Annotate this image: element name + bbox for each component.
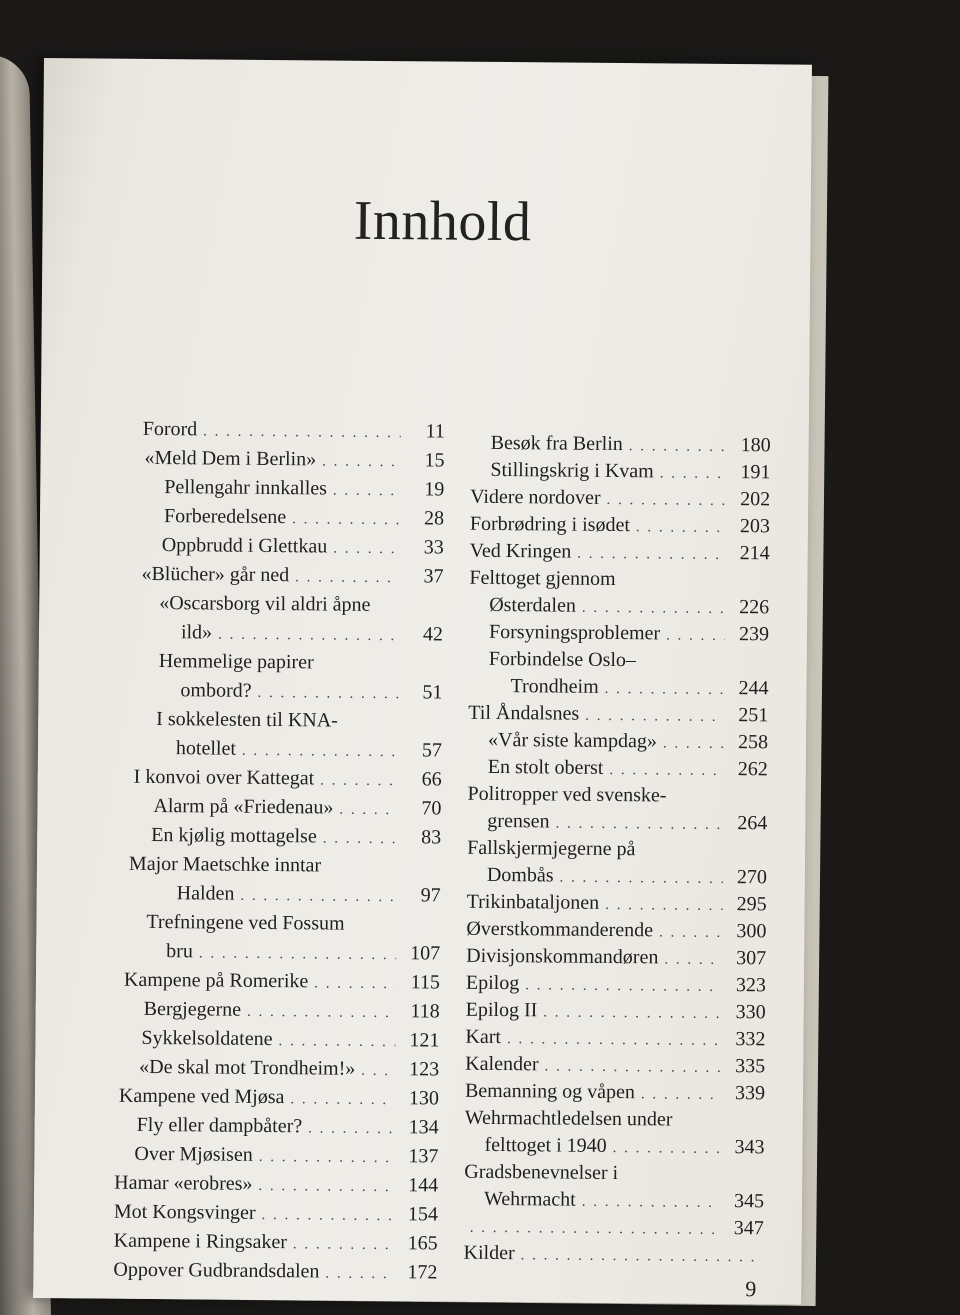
toc-entry bbox=[116, 966, 440, 998]
toc-entry-title: Kampene på Romerike bbox=[123, 968, 309, 993]
toc-entry-title: Hamar «erobres» bbox=[114, 1171, 253, 1195]
toc-entry-page: 121 bbox=[409, 1029, 440, 1052]
toc-entry-title: Besøk fra Berlin bbox=[490, 431, 623, 456]
toc-entry-page: 42 bbox=[422, 623, 444, 646]
toc-entry-title: Kart bbox=[465, 1025, 502, 1049]
dot-leader bbox=[278, 1027, 395, 1057]
toc-entry-title: En kjølig mottagelse bbox=[151, 823, 317, 848]
toc-entry-title: Fly eller dampbåter? bbox=[136, 1113, 303, 1138]
toc-entry-page: 165 bbox=[407, 1232, 438, 1255]
toc-entry-title: Pellengahr innkalles bbox=[164, 476, 328, 500]
toc-entry-page: 15 bbox=[424, 449, 445, 472]
page-title: Innhold bbox=[353, 189, 532, 254]
toc-entry-page: 264 bbox=[737, 812, 768, 835]
toc-entry-page: 28 bbox=[423, 507, 445, 530]
toc-entry-page: 203 bbox=[739, 515, 771, 538]
page-number: 9 bbox=[745, 1276, 757, 1302]
dot-leader bbox=[582, 1189, 721, 1217]
dot-leader bbox=[259, 1143, 395, 1173]
dot-leader bbox=[199, 939, 397, 970]
toc-entry bbox=[467, 646, 769, 676]
dot-leader bbox=[559, 865, 723, 893]
toc-entry bbox=[463, 1024, 765, 1054]
toc-entry bbox=[467, 619, 769, 649]
toc-entry-page: 123 bbox=[409, 1058, 440, 1081]
toc-entry-page: 118 bbox=[410, 1000, 440, 1023]
toc-entry-page: 345 bbox=[733, 1190, 765, 1213]
toc-entry-page: 330 bbox=[735, 1001, 766, 1024]
toc-entry bbox=[120, 531, 444, 563]
toc-entry-page: 97 bbox=[420, 884, 441, 907]
toc-entry-title: Trefningene ved Fossum bbox=[146, 910, 345, 935]
toc-entry-page: 154 bbox=[407, 1203, 439, 1226]
toc-entry-page: 295 bbox=[736, 893, 767, 916]
toc-entry-page: 332 bbox=[735, 1028, 766, 1051]
toc-entry-title: Trikinbataljonen bbox=[466, 890, 600, 914]
toc-entry-title: Forord bbox=[142, 417, 198, 441]
toc-entry-page: 343 bbox=[734, 1136, 765, 1159]
toc-entry-page: 251 bbox=[738, 704, 769, 727]
toc-entry-title: Divisjonskommandøren bbox=[466, 944, 659, 969]
toc-entry bbox=[117, 792, 441, 824]
toc-entry-title: Oppbrudd i Glettkau bbox=[161, 534, 328, 558]
dot-leader bbox=[320, 766, 398, 796]
toc-entry bbox=[467, 592, 769, 622]
toc-entry-title: Forsyningsproblemer bbox=[488, 620, 661, 645]
toc-entry bbox=[118, 763, 442, 795]
toc-entry-page: 335 bbox=[735, 1055, 766, 1078]
toc-entry-page: 347 bbox=[733, 1217, 764, 1240]
dot-leader bbox=[290, 1085, 395, 1115]
dot-leader bbox=[247, 998, 396, 1028]
toc-entry bbox=[115, 1024, 439, 1056]
toc-entry-title: Øverstkommanderende bbox=[466, 917, 654, 942]
toc-entry bbox=[114, 1140, 438, 1172]
dot-leader bbox=[664, 946, 722, 974]
toc-entry bbox=[120, 502, 444, 534]
toc-entry-title: «Oscarsborg vil aldri åpne bbox=[159, 592, 371, 616]
toc-entry-title: Sykkelsoldatene bbox=[141, 1026, 273, 1051]
dot-leader bbox=[663, 730, 724, 758]
toc-entry-title: Mot Kongsvinger bbox=[113, 1200, 256, 1224]
dot-leader bbox=[295, 563, 400, 593]
toc-entry bbox=[463, 1105, 765, 1135]
toc-entry bbox=[466, 700, 768, 730]
toc-entry bbox=[120, 444, 444, 476]
toc-entry bbox=[117, 879, 441, 911]
toc-entry-page: 57 bbox=[421, 739, 443, 762]
dot-leader bbox=[333, 477, 401, 507]
toc-entry bbox=[462, 1132, 764, 1162]
toc-entry bbox=[119, 618, 443, 650]
toc-entry-page: 307 bbox=[736, 947, 767, 970]
dot-leader bbox=[543, 999, 722, 1028]
dot-leader bbox=[666, 622, 725, 650]
toc-entry bbox=[118, 734, 442, 766]
toc-entry-page: 134 bbox=[408, 1116, 439, 1139]
toc-entry bbox=[463, 1051, 765, 1081]
toc-entry-title: Major Maetschke inntar bbox=[128, 852, 322, 877]
toc-entry-title: hotellet bbox=[175, 737, 237, 760]
dot-leader bbox=[577, 541, 726, 569]
toc-entry-title: Alarm på «Friedenau» bbox=[153, 794, 334, 819]
dot-leader bbox=[258, 1172, 394, 1202]
dot-leader bbox=[555, 810, 723, 838]
dot-leader bbox=[629, 433, 727, 461]
dot-leader bbox=[641, 1081, 721, 1109]
toc-entry bbox=[464, 943, 766, 973]
toc-entry-title: Fallskjermjegerne på bbox=[467, 836, 636, 861]
toc-entry-title: «Blücher» går ned bbox=[141, 562, 290, 587]
toc-entry-title: ild» bbox=[180, 621, 213, 644]
toc-entry-title: I sokkelesten til KNA- bbox=[156, 708, 338, 732]
toc-entry-title: Til Åndalsnes bbox=[468, 701, 580, 725]
dot-leader bbox=[609, 757, 724, 785]
toc-entry-page: 202 bbox=[740, 488, 771, 511]
toc-entry bbox=[468, 538, 770, 568]
toc-entry-title: ombord? bbox=[180, 679, 252, 702]
dot-leader bbox=[325, 1260, 393, 1290]
toc-entry-title: Bemanning og våpen bbox=[464, 1079, 636, 1104]
toc-entry bbox=[114, 1227, 438, 1259]
toc-entry-page: 115 bbox=[410, 971, 441, 994]
toc-entry-title: Hemmelige papirer bbox=[158, 650, 314, 674]
toc-entry bbox=[466, 727, 768, 757]
toc-entry-title: Videre nordover bbox=[470, 485, 601, 509]
dot-leader bbox=[660, 460, 727, 488]
dot-leader bbox=[659, 919, 723, 947]
toc-entry-page: 66 bbox=[421, 768, 442, 791]
dot-leader bbox=[203, 417, 401, 448]
toc-entry-title: Bergjegerne bbox=[143, 997, 242, 1021]
toc-entry bbox=[116, 908, 440, 940]
toc-entry-title: «Meld Dem i Berlin» bbox=[144, 446, 317, 471]
toc-entry-title: Wehrmachtledelsen under bbox=[464, 1106, 673, 1131]
toc-entry-page: 262 bbox=[737, 758, 768, 781]
toc-entry-page: 191 bbox=[740, 461, 771, 484]
toc-entry-page: 226 bbox=[739, 596, 770, 619]
dot-leader bbox=[507, 1026, 722, 1055]
dot-leader bbox=[323, 824, 398, 854]
toc-entry bbox=[462, 1213, 764, 1243]
toc-entry-title: Epilog bbox=[465, 971, 520, 995]
dot-leader bbox=[636, 514, 726, 542]
toc-entry-title: Wehrmacht bbox=[483, 1187, 576, 1211]
toc-entry bbox=[464, 916, 766, 946]
dot-leader bbox=[314, 969, 396, 999]
dot-leader bbox=[242, 737, 398, 767]
toc-entry-title: Forberedelsene bbox=[163, 505, 287, 529]
toc-entry-page: 244 bbox=[738, 677, 769, 700]
dot-leader bbox=[605, 892, 723, 920]
dot-leader bbox=[613, 1135, 721, 1163]
toc-entry bbox=[118, 676, 442, 708]
toc-entry-title: Oppover Gudbrandsdalen bbox=[113, 1258, 320, 1283]
toc-entry bbox=[114, 1169, 438, 1201]
dot-leader bbox=[322, 447, 401, 477]
toc-entry bbox=[113, 1256, 437, 1288]
toc-entry-title: Dombås bbox=[486, 863, 554, 887]
dot-leader bbox=[582, 595, 726, 623]
dot-leader bbox=[585, 703, 724, 731]
toc-entry bbox=[468, 511, 770, 541]
dot-leader bbox=[292, 505, 400, 535]
toc-entry bbox=[462, 1186, 764, 1216]
toc-entry-page: 51 bbox=[422, 681, 443, 704]
toc-entry-page: 33 bbox=[423, 536, 444, 559]
toc-entry-page: 270 bbox=[736, 866, 767, 889]
toc-entry-title: Politropper ved svenske- bbox=[467, 782, 667, 807]
toc-entry-page: 239 bbox=[738, 623, 770, 646]
toc-entry bbox=[465, 835, 767, 865]
dot-leader bbox=[521, 1242, 758, 1271]
toc-entry-page: 107 bbox=[410, 942, 441, 965]
toc-entry-title: Trondheim bbox=[510, 675, 599, 698]
toc-entry-title: Forbrødring i isødet bbox=[469, 512, 631, 537]
toc-entry bbox=[116, 937, 440, 969]
toc-entry bbox=[468, 484, 770, 514]
dot-leader bbox=[361, 1057, 395, 1086]
toc-entry-title: Kampene i Ringsaker bbox=[113, 1229, 288, 1254]
toc-entry bbox=[461, 1240, 763, 1270]
toc-entry bbox=[468, 457, 770, 487]
dot-leader bbox=[333, 535, 400, 565]
toc-entry bbox=[119, 647, 443, 679]
dot-leader bbox=[240, 882, 396, 912]
toc-entry-page: 37 bbox=[423, 565, 444, 588]
toc-entry-title: Kalender bbox=[465, 1052, 539, 1076]
toc-entry-page: 180 bbox=[740, 434, 771, 457]
dot-leader bbox=[293, 1230, 394, 1260]
dot-leader bbox=[257, 679, 398, 709]
dot-leader bbox=[308, 1114, 395, 1144]
toc-entry-title: Ved Kringen bbox=[469, 539, 572, 563]
toc-entry bbox=[121, 415, 445, 447]
toc-entry-title: «Vår siste kampdag» bbox=[487, 728, 658, 753]
toc-entry-page: 323 bbox=[735, 974, 767, 997]
toc-entry-page: 11 bbox=[425, 420, 445, 443]
toc-entry bbox=[116, 995, 440, 1027]
toc-entry-title: Kampene ved Mjøsa bbox=[118, 1084, 285, 1109]
dot-leader bbox=[525, 972, 722, 1001]
toc-entry-title: bru bbox=[166, 940, 193, 963]
toc-entry-title: Stillingskrig i Kvam bbox=[490, 458, 654, 483]
toc-entry-title: Gradsbenevnelser i bbox=[464, 1160, 619, 1185]
toc-left-column bbox=[113, 415, 445, 1288]
book-page bbox=[33, 58, 812, 1305]
toc-entry-title: grensen bbox=[487, 809, 550, 833]
toc-entry-page: 144 bbox=[408, 1174, 439, 1197]
toc-entry bbox=[117, 821, 441, 853]
toc-entry bbox=[465, 808, 767, 838]
toc-entry bbox=[115, 1111, 439, 1143]
dot-leader bbox=[605, 676, 725, 704]
toc-entry bbox=[465, 781, 767, 811]
toc-entry-title: Felttoget gjennom bbox=[469, 566, 616, 591]
toc-entry bbox=[119, 560, 443, 592]
toc-entry bbox=[114, 1198, 438, 1230]
dot-leader bbox=[218, 621, 399, 652]
toc-entry bbox=[469, 430, 771, 460]
toc-entry-title: Østerdalen bbox=[489, 593, 576, 617]
toc-entry-page: 214 bbox=[739, 542, 770, 565]
toc-entry bbox=[115, 1053, 439, 1085]
toc-entry bbox=[467, 565, 769, 595]
toc-entry bbox=[466, 673, 768, 703]
toc-entry-title: Over Mjøsisen bbox=[134, 1142, 253, 1166]
toc-entry bbox=[462, 1159, 764, 1189]
toc-entry-page: 83 bbox=[421, 826, 442, 849]
toc-entry-title: En stolt oberst bbox=[487, 755, 604, 779]
toc-entry-title: Epilog II bbox=[465, 998, 538, 1022]
toc-entry-page: 339 bbox=[734, 1082, 766, 1105]
toc-entry bbox=[463, 1078, 765, 1108]
toc-entry-title: I konvoi over Kattegat bbox=[133, 765, 315, 790]
toc-entry bbox=[119, 589, 443, 621]
toc-entry-title: Halden bbox=[176, 882, 235, 905]
toc-entry-title: felttoget i 1940 bbox=[484, 1133, 607, 1157]
toc-entry-title: «De skal mot Trondheim!» bbox=[139, 1055, 356, 1080]
dot-leader bbox=[261, 1201, 394, 1231]
toc-entry-page: 19 bbox=[424, 478, 445, 501]
toc-entry bbox=[465, 889, 767, 919]
toc-entry bbox=[120, 473, 444, 505]
toc-entry-page: 137 bbox=[408, 1145, 439, 1168]
toc-entry-page: 130 bbox=[408, 1087, 440, 1110]
toc-entry-page: 70 bbox=[421, 797, 442, 820]
dot-leader bbox=[339, 796, 397, 826]
toc-entry-page: 172 bbox=[407, 1261, 438, 1284]
toc-entry bbox=[464, 970, 766, 1000]
toc-entry-page: 258 bbox=[737, 731, 769, 754]
toc-entry bbox=[465, 862, 767, 892]
toc-right-column bbox=[461, 430, 770, 1270]
dot-leader bbox=[606, 487, 726, 515]
toc-entry bbox=[464, 997, 766, 1027]
toc-entry bbox=[115, 1082, 439, 1114]
toc-entry-title: Forbindelse Oslo– bbox=[488, 647, 637, 672]
toc-entry-title: Kilder bbox=[463, 1241, 515, 1265]
toc-entry-page: 300 bbox=[736, 920, 767, 943]
toc-entry bbox=[118, 705, 442, 737]
toc-entry bbox=[117, 850, 441, 882]
toc-entry bbox=[466, 754, 768, 784]
